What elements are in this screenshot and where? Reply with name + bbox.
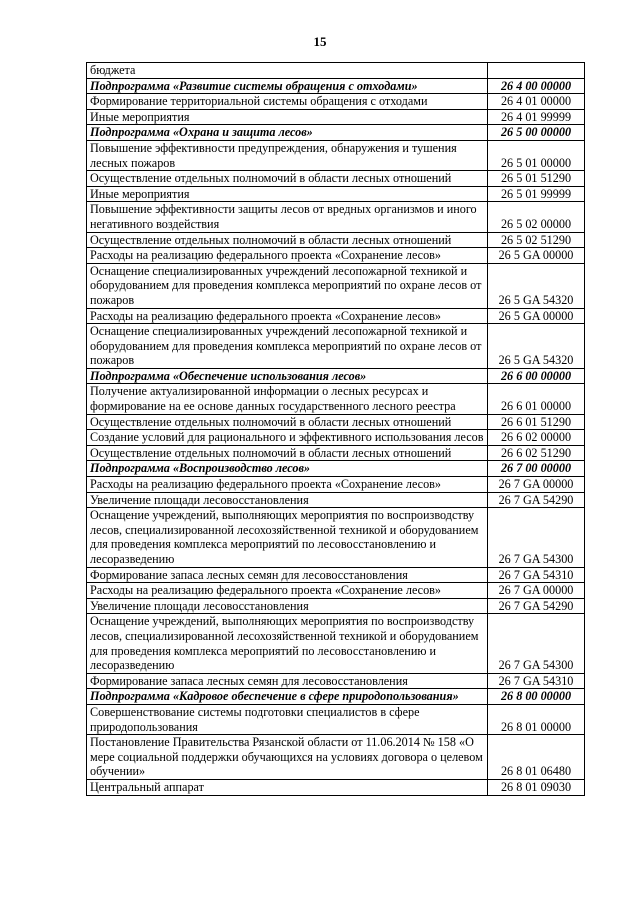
row-code-cell: 26 5 02 51290: [488, 232, 585, 248]
table-row: [87, 735, 585, 780]
page-number: 15: [313, 34, 327, 49]
row-code-cell: 26 7 GA 00000: [488, 583, 585, 599]
row-name-cell: Расходы на реализацию федерального проекта «Сохранение лесов»: [87, 308, 488, 324]
row-name-cell: Повышение эффективности предупреждения, обнаружения и тушения лесных пожаров: [87, 140, 488, 170]
row-name-cell: Расходы на реализацию федерального проекта «Сохранение лесов»: [87, 477, 488, 493]
table-row: [87, 598, 585, 614]
row-code-cell: 26 7 GA 54300: [488, 508, 585, 567]
row-code-cell: 26 5 02 00000: [488, 202, 585, 232]
subprogram-row: [87, 78, 585, 94]
row-code-cell: 26 6 02 51290: [488, 445, 585, 461]
row-name-cell: Увеличение площади лесовосстановления: [87, 598, 488, 614]
row-code-cell: 26 6 02 00000: [488, 430, 585, 446]
table-row: [87, 263, 585, 308]
table-row: [87, 171, 585, 187]
row-name-cell: Иные мероприятия: [87, 109, 488, 125]
row-name-cell: Оснащение специализированных учреждений лесопожарной техникой и оборудованием для проведения комплекса мероприятий по охране лесов от пожаров: [87, 324, 488, 369]
table-row: [87, 232, 585, 248]
row-name-cell: Увеличение площади лесовосстановления: [87, 492, 488, 508]
row-code-cell: 26 8 01 09030: [488, 779, 585, 795]
row-code-cell: 26 6 01 00000: [488, 384, 585, 414]
subprogram-row: [87, 368, 585, 384]
row-name-cell: Осуществление отдельных полномочий в области лесных отношений: [87, 445, 488, 461]
subprogram-row: [87, 461, 585, 477]
row-code-cell: 26 7 GA 00000: [488, 477, 585, 493]
table-row: [87, 508, 585, 567]
subprogram-row: [87, 689, 585, 705]
row-code-cell: 26 7 GA 54310: [488, 673, 585, 689]
row-code-cell: 26 8 01 00000: [488, 704, 585, 734]
row-name-cell: Осуществление отдельных полномочий в области лесных отношений: [87, 171, 488, 187]
row-code-cell: 26 7 GA 54290: [488, 492, 585, 508]
row-code-cell: 26 4 01 00000: [488, 94, 585, 110]
table-row: [87, 477, 585, 493]
row-name-cell: Оснащение учреждений, выполняющих мероприятия по воспроизводству лесов, специализированной лесохозяйственной техникой и оборудованием для проведения комплекса мероприятий по лесовосстановлению и лесоразведению: [87, 614, 488, 673]
budget-classification-table: [86, 62, 585, 796]
table-row: [87, 63, 585, 79]
table-row: [87, 140, 585, 170]
row-name-cell: Формирование запаса лесных семян для лесовосстановления: [87, 673, 488, 689]
table-row: [87, 614, 585, 673]
row-code-cell: 26 7 00 00000: [488, 461, 585, 477]
row-code-cell: 26 5 01 00000: [488, 140, 585, 170]
row-code-cell: 26 6 00 00000: [488, 368, 585, 384]
row-code-cell: 26 5 01 99999: [488, 186, 585, 202]
table-row: [87, 430, 585, 446]
table-row: [87, 324, 585, 369]
row-code-cell: 26 6 01 51290: [488, 414, 585, 430]
row-name-cell: Получение актуализированной информации о лесных ресурсах и формирование на ее основе данных государственного лесного реестра: [87, 384, 488, 414]
row-code-cell: 26 4 00 00000: [488, 78, 585, 94]
row-name-cell: бюджета: [87, 63, 488, 79]
row-name-cell: Формирование запаса лесных семян для лесовосстановления: [87, 567, 488, 583]
row-code-cell: 26 5 GA 54320: [488, 324, 585, 369]
row-name-cell: Создание условий для рационального и эффективного использования лесов: [87, 430, 488, 446]
row-name-cell: Осуществление отдельных полномочий в области лесных отношений: [87, 414, 488, 430]
table-row: [87, 308, 585, 324]
row-code-cell: 26 4 01 99999: [488, 109, 585, 125]
row-name-cell: Центральный аппарат: [87, 779, 488, 795]
row-code-cell: 26 5 01 51290: [488, 171, 585, 187]
row-name-cell: Подпрограмма «Обеспечение использования лесов»: [87, 368, 488, 384]
row-code-cell: 26 5 GA 00000: [488, 248, 585, 264]
row-code-cell: 26 5 GA 54320: [488, 263, 585, 308]
row-code-cell: [488, 63, 585, 79]
table-row: [87, 109, 585, 125]
table-row: [87, 248, 585, 264]
subprogram-row: [87, 125, 585, 141]
row-name-cell: Расходы на реализацию федерального проекта «Сохранение лесов»: [87, 248, 488, 264]
row-code-cell: 26 7 GA 54300: [488, 614, 585, 673]
row-name-cell: Расходы на реализацию федерального проекта «Сохранение лесов»: [87, 583, 488, 599]
row-code-cell: 26 8 00 00000: [488, 689, 585, 705]
row-name-cell: Подпрограмма «Развитие системы обращения с отходами»: [87, 78, 488, 94]
row-code-cell: 26 7 GA 54310: [488, 567, 585, 583]
row-code-cell: 26 5 GA 00000: [488, 308, 585, 324]
table-row: [87, 384, 585, 414]
row-name-cell: Формирование территориальной системы обращения с отходами: [87, 94, 488, 110]
row-name-cell: Постановление Правительства Рязанской области от 11.06.2014 № 158 «О мере социальной поддержки обучающихся на условиях договора о целевом обучении»: [87, 735, 488, 780]
table-body: [87, 63, 585, 796]
table-row: [87, 704, 585, 734]
row-name-cell: Подпрограмма «Охрана и защита лесов»: [87, 125, 488, 141]
table-row: [87, 583, 585, 599]
table-row: [87, 445, 585, 461]
table-row: [87, 414, 585, 430]
row-name-cell: Оснащение учреждений, выполняющих мероприятия по воспроизводству лесов, специализированной лесохозяйственной техникой и оборудованием для проведения комплекса мероприятий по лесовосстановлению и лесоразведению: [87, 508, 488, 567]
table-row: [87, 202, 585, 232]
row-code-cell: 26 7 GA 54290: [488, 598, 585, 614]
row-name-cell: Совершенствование системы подготовки специалистов в сфере природопользования: [87, 704, 488, 734]
table-row: [87, 567, 585, 583]
table-row: [87, 779, 585, 795]
row-code-cell: 26 8 01 06480: [488, 735, 585, 780]
row-name-cell: Повышение эффективности защиты лесов от вредных организмов и иного негативного воздействия: [87, 202, 488, 232]
row-name-cell: Иные мероприятия: [87, 186, 488, 202]
row-name-cell: Оснащение специализированных учреждений лесопожарной техникой и оборудованием для проведения комплекса мероприятий по охране лесов от пожаров: [87, 263, 488, 308]
table-row: [87, 94, 585, 110]
table-row: [87, 673, 585, 689]
row-code-cell: 26 5 00 00000: [488, 125, 585, 141]
table-row: [87, 492, 585, 508]
row-name-cell: Подпрограмма «Кадровое обеспечение в сфере природопользования»: [87, 689, 488, 705]
table-row: [87, 186, 585, 202]
row-name-cell: Подпрограмма «Воспроизводство лесов»: [87, 461, 488, 477]
row-name-cell: Осуществление отдельных полномочий в области лесных отношений: [87, 232, 488, 248]
